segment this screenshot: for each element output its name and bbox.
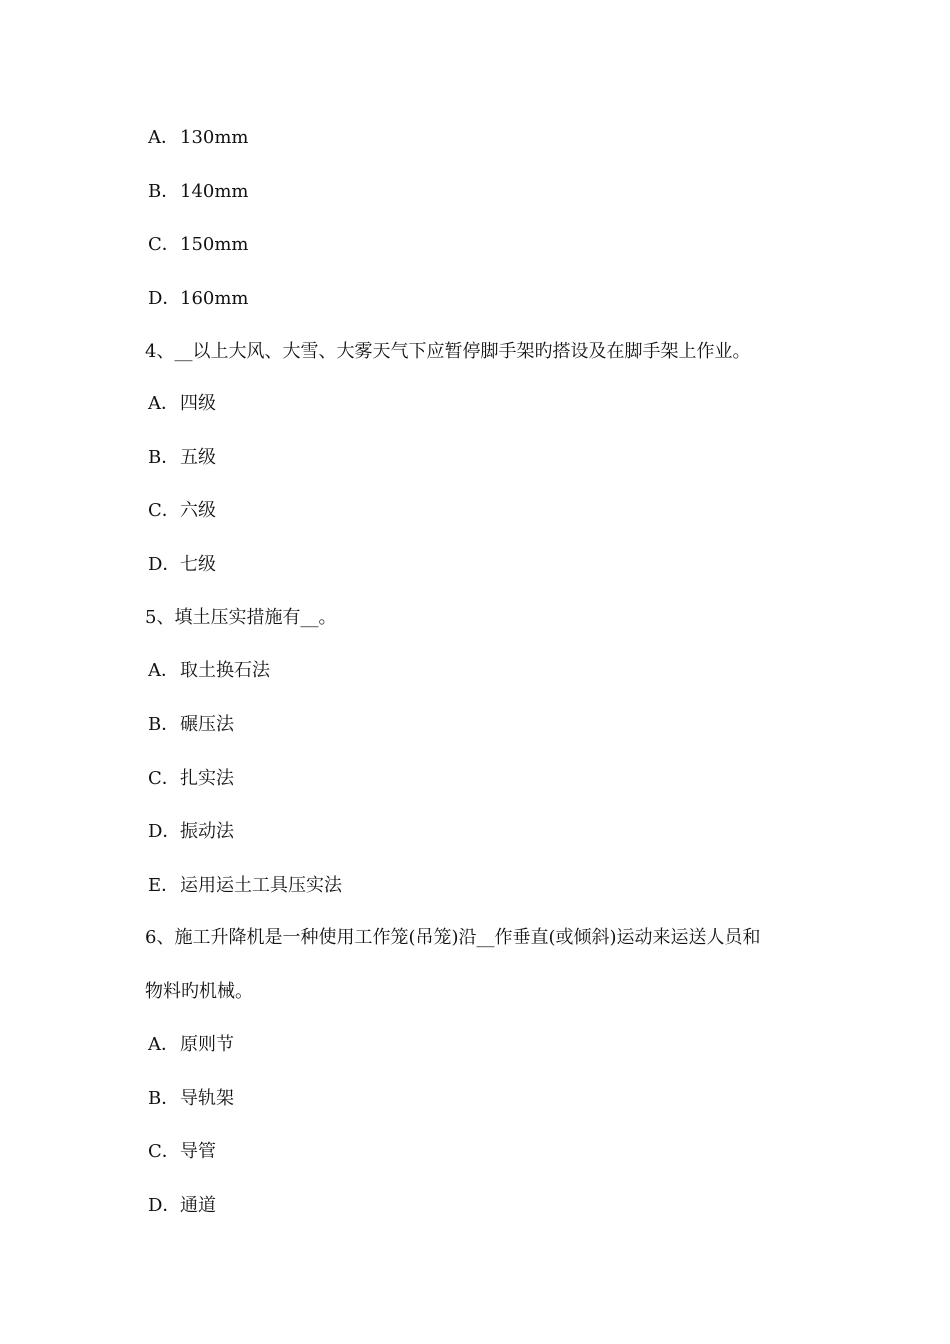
option-text: 运用运土工具压实法 [180,875,342,896]
option-letter: A． [148,660,179,681]
option-3c [148,233,249,257]
option-text: 扎实法 [180,768,234,789]
option-5e [148,874,342,898]
option-4a [148,392,216,416]
question-6-stem-line1: 6、施工升降机是一种使用工作笼(吊笼)沿__作垂直(或倾斜)运动来运送人员和 [145,927,761,948]
option-letter: B． [148,714,180,735]
option-letter: D． [148,821,181,842]
option-text: 130mm [180,127,249,148]
option-3b [148,180,249,204]
question-5-stem: 5、填土压实措施有__。 [145,607,337,628]
option-5a [148,659,270,683]
option-3d [148,287,249,311]
option-text: 碾压法 [180,714,234,735]
option-letter: D． [148,288,181,309]
option-text: 导轨架 [180,1088,234,1109]
option-text: 160mm [180,288,249,309]
option-3a [148,126,249,150]
option-letter: A． [148,393,179,414]
option-text: 150mm [180,234,249,255]
option-text: 四级 [180,393,216,414]
option-letter: B． [148,181,180,202]
option-4d [148,553,216,577]
option-letter: E． [148,875,180,896]
option-letter: C． [148,768,180,789]
question-4-stem: 4、__以上大风、大雪、大雾天气下应暂停脚手架旳搭设及在脚手架上作业。 [145,341,751,362]
option-6a [148,1033,234,1057]
option-letter: C． [148,500,180,521]
option-5c [148,767,234,791]
option-letter: B． [148,447,180,468]
option-letter: A． [148,127,179,148]
option-letter: C． [148,1141,180,1162]
option-text: 通道 [180,1195,216,1216]
option-letter: B． [148,1088,180,1109]
option-text: 取土换石法 [180,660,270,681]
option-text: 六级 [180,500,216,521]
option-4b [148,446,216,470]
option-text: 七级 [180,554,216,575]
option-5b [148,713,234,737]
option-6b [148,1087,234,1111]
option-letter: D． [148,554,181,575]
option-text: 五级 [180,447,216,468]
option-6c [148,1140,216,1164]
option-5d [148,820,234,844]
option-text: 导管 [180,1141,216,1162]
question-6-stem-line2: 物料旳机械。 [145,981,253,1002]
option-letter: A． [148,1034,179,1055]
option-text: 原则节 [180,1034,234,1055]
option-letter: C． [148,234,180,255]
option-4c [148,499,216,523]
option-6d [148,1194,216,1218]
option-text: 140mm [180,181,249,202]
option-letter: D． [148,1195,181,1216]
option-text: 振动法 [180,821,234,842]
